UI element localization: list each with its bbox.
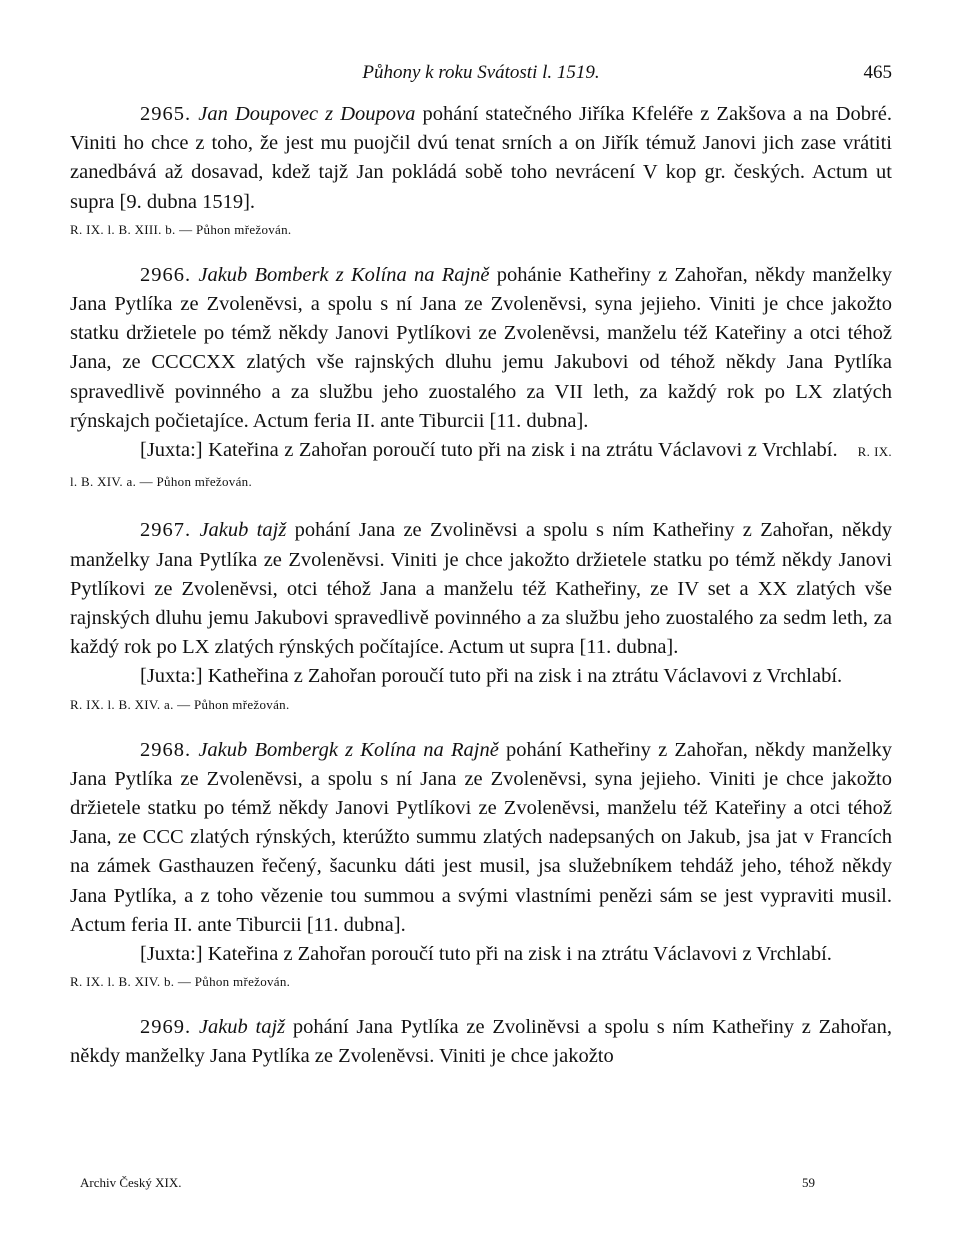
entry-person: Jakub tajž [199,519,287,542]
entry-text: pohánie Katheřiny z Zahořan, někdy manželky Jana Pytlíka ze Zvolenĕvsi, a spolu s ní Jana ze Zvolenĕvsi, syna jejieho. Viniti je chce jakožto statku držietele po témž někdy Janovi Pytlíkovi ze Zvolenĕvsi, manželu též Kateřiny a otci téhož Jana, ze CCCCXX zlatých vše rajnských dluhu jemu Jakubovi od téhož někdy Jana Pytlíka spravedlivě povinného a za službu jeho zuostalého za VII leth, za každý rok po LX zlatých rýnskajch počietajíce. Actum feria II. ante Tiburcii [11. dubna]. [70,263,893,432]
entry-paragraph [70,516,892,662]
entry-text: pohání Jana ze Zvolinĕvsi a spolu s ním Katheřiny z Zahořan, někdy manželky Jana Pytlíka ze Zvolenĕvsi. Viniti je chce jakožto držietele statku po témž někdy Janovi Pytlíkovi ze Zvolenĕvsi, otci téhož Jana a manželu též Katheřiny, ze IV set a XX zlatých vše rajnských dluhu jemu Jakubovi spravedlivě povinného a za službu jeho zuostalého za sedm leth, za každý rok po LX zlatých rýnských počítajíce. Actum ut supra [11. dubna]. [70,519,893,659]
entry-number: 2966. [140,263,192,286]
entry-number: 2965. [140,103,192,125]
entry-source: R. IX. l. B. XIV. b. — Půhon mřežován. [70,974,291,990]
entry-juxta-text: [Juxta:] Kateřina z Zahořan poroučí tuto při na zisk i na ztrátu Václavovi z Vrchlabí. [140,439,838,462]
entry-2967 [70,516,892,715]
footer-signature: 59 [802,1175,815,1190]
entry-number: 2967. [140,519,192,542]
entry-number: 2968. [140,738,192,761]
running-title: Půhony k roku Svátosti l. 1519. [362,62,600,83]
entry-text: pohání Jana Pytlíka ze Zvolinĕvsi a spolu s ním Katheřiny z Zahořan, někdy manželky Jana Pytlíka ze Zvolenĕvsi. Viniti je chce jakožto [70,1016,892,1068]
entry-2968 [70,736,892,994]
entry-source: R. IX. l. B. XIII. b. — Půhon mřežován. [70,221,292,237]
entry-juxta [70,436,892,496]
entry-text: pohání statečného Jiříka Kfeléře z Zakšova a na Dobré. Viniti ho chce z toho, že jest mu puojčil dvú tenat srních a on Jiřík témuž Janovi jich zase vrátiti zanedbává až dosavad, kdež tajž Jan pokládá sobě toho nevrácení V kop gr. českých. Actum ut supra [9. dubna 1519]. [70,103,892,213]
entry-juxta: [Juxta:] Kateřina z Zahořan poroučí tuto při na zisk i na ztrátu Václavovi z Vrchlabí. [140,943,832,966]
body-text [70,100,892,1092]
running-head [70,62,892,92]
entry-person: Jakub Bombergk z Kolína na Rajně [198,738,499,761]
entry-paragraph [70,100,892,217]
entry-text: pohání Katheřiny z Zahořan, někdy manželky Jana Pytlíka ze Zvolenĕvsi, a spolu s ní Jana ze Zvolenĕvsi, syna jejieho. Viniti je chce jakožto držietele statku po témž někdy Janovi Pytlíkovi ze Zvolenĕvsi, manželu též Kateřiny a otci téhož Jana, ze CCC zlatých rýnských, kterúžto summu zlatých nadepsaných on Jakub, jsa jat v Francích na zámek Gasthauzen řečený, šacunku dáti jest musil, jsa služebníkem tehdáž jeho, téhož někdy Jana Pytlíka, a z toho vězenie tou summou a svými vlastními penězi sám se jest vypraviti musil. Actum feria II. ante Tiburcii [11. dubna]. [70,738,892,936]
entry-2965 [70,100,892,241]
page-footer [70,1175,892,1195]
entry-2966 [70,261,892,497]
entry-person: Jakub Bomberk z Kolína na Rajně [198,263,490,286]
entry-number: 2969. [140,1016,192,1039]
entry-source: R. IX. l. B. XIV. a. — Půhon mřežován. [70,444,892,490]
entry-juxta: [Juxta:] Katheřina z Zahořan poroučí tuto při na zisk i na ztrátu Václavovi z Vrchlabí. [140,665,843,688]
entry-paragraph [70,1013,892,1071]
entry-source: R. IX. l. B. XIV. a. — Půhon mřežován. [70,696,290,712]
entry-person: Jan Doupovec z Doupova [198,103,416,125]
entry-paragraph [70,736,892,940]
entry-2969 [70,1013,892,1071]
footer-series: Archiv Český XIX. [80,1175,182,1190]
document-page [70,0,892,1255]
entry-paragraph [70,261,892,436]
page-number: 465 [863,62,892,83]
entry-person: Jakub tajž [198,1016,286,1039]
